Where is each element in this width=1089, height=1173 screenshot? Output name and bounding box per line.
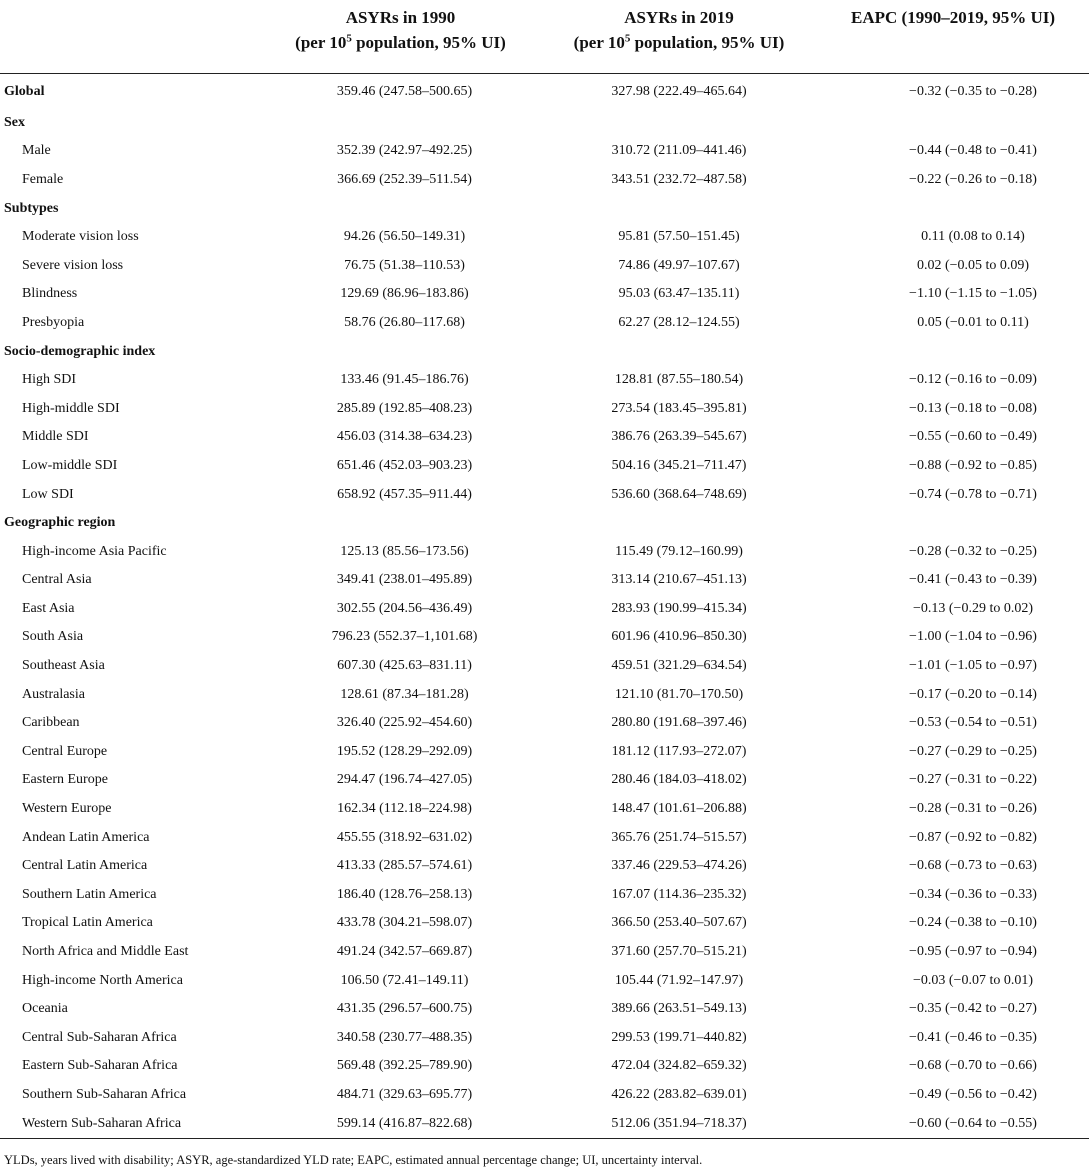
cell-eapc: −0.32 (−0.35 to −0.28) xyxy=(909,84,1037,99)
cell-eapc: −0.55 (−0.60 to −0.49) xyxy=(909,429,1037,445)
table-row xyxy=(0,480,1089,509)
cell-eapc: −0.13 (−0.29 to 0.02) xyxy=(912,600,1033,616)
cell-eapc: −0.68 (−0.70 to −0.66) xyxy=(909,1058,1037,1074)
row-label: High-middle SDI xyxy=(22,400,120,416)
cell-asyr-1990: 186.40 (128.76–258.13) xyxy=(336,886,473,902)
cell-asyr-1990: 195.52 (128.29–292.09) xyxy=(336,743,473,759)
cell-asyr-1990: 76.75 (51.38–110.53) xyxy=(344,257,465,273)
table-row xyxy=(0,623,1089,652)
cell-asyr-1990: 651.46 (452.03–903.23) xyxy=(336,457,473,473)
row-label: Andean Latin America xyxy=(22,829,150,845)
cell-eapc: −0.88 (−0.92 to −0.85) xyxy=(909,457,1037,473)
table-row xyxy=(0,738,1089,767)
cell-eapc: −0.68 (−0.73 to −0.63) xyxy=(909,858,1037,874)
row-label: Eastern Sub-Saharan Africa xyxy=(22,1058,178,1074)
cell-asyr-1990: 366.69 (252.39–511.54) xyxy=(337,171,472,187)
cell-eapc: −1.10 (−1.15 to −1.05) xyxy=(909,286,1037,302)
header-asyr-1990-line1: ASYRs in 1990 xyxy=(345,8,456,27)
row-label: Global xyxy=(4,84,45,99)
cell-asyr-2019: 371.60 (257.70–515.21) xyxy=(611,944,747,960)
table-row xyxy=(0,823,1089,852)
cell-asyr-2019: 313.14 (210.67–451.13) xyxy=(611,572,747,588)
header-asyr-1990-post: population, 95% UI) xyxy=(351,33,506,52)
cell-empty xyxy=(541,109,817,138)
group-header-row xyxy=(0,337,1089,366)
cell-asyr-2019: 128.81 (87.55–180.54) xyxy=(614,372,744,388)
cell-asyr-2019: 389.66 (263.51–549.13) xyxy=(611,1001,747,1017)
table-row xyxy=(0,595,1089,624)
cell-eapc: −0.17 (−0.20 to −0.14) xyxy=(909,686,1037,702)
table-row xyxy=(0,251,1089,280)
cell-eapc: −0.12 (−0.16 to −0.09) xyxy=(909,372,1037,388)
cell-eapc: −0.27 (−0.29 to −0.25) xyxy=(909,743,1037,759)
cell-empty xyxy=(817,109,1089,138)
row-label: Severe vision loss xyxy=(22,257,124,273)
row-label: Low-middle SDI xyxy=(22,457,118,473)
cell-eapc: −0.95 (−0.97 to −0.94) xyxy=(909,944,1037,960)
cell-asyr-1990: 129.69 (86.96–183.86) xyxy=(340,286,469,302)
cell-asyr-2019: 337.46 (229.53–474.26) xyxy=(611,858,747,874)
cell-asyr-1990: 484.71 (329.63–695.77) xyxy=(336,1086,473,1102)
cell-eapc: −0.28 (−0.32 to −0.25) xyxy=(909,543,1037,559)
table-row xyxy=(0,1109,1089,1138)
row-label: Central Asia xyxy=(22,572,92,588)
row-label: Blindness xyxy=(22,286,78,302)
cell-empty xyxy=(260,194,541,223)
cell-asyr-1990: 94.26 (56.50–149.31) xyxy=(343,229,466,245)
cell-asyr-2019: 504.16 (345.21–711.47) xyxy=(611,457,747,473)
table-header xyxy=(0,0,1089,73)
cell-asyr-1990: 359.46 (247.58–500.65) xyxy=(336,84,473,99)
cell-asyr-2019: 95.03 (63.47–135.11) xyxy=(618,286,740,302)
cell-asyr-1990: 294.47 (196.74–427.05) xyxy=(336,772,473,788)
cell-asyr-1990: 106.50 (72.41–149.11) xyxy=(340,972,469,988)
row-label: Middle SDI xyxy=(22,429,89,445)
header-asyr-2019-line1: ASYRs in 2019 xyxy=(624,8,734,27)
header-label-col xyxy=(0,0,260,73)
table-row xyxy=(0,881,1089,910)
cell-asyr-2019: 273.54 (183.45–395.81) xyxy=(611,400,747,416)
cell-asyr-2019: 386.76 (263.39–545.67) xyxy=(611,429,747,445)
cell-asyr-2019: 459.51 (321.29–634.54) xyxy=(611,658,747,674)
cell-asyr-2019: 512.06 (351.94–718.37) xyxy=(611,1115,747,1131)
table-body xyxy=(0,73,1089,1138)
cell-asyr-1990: 352.39 (242.97–492.25) xyxy=(336,143,473,159)
cell-asyr-1990: 796.23 (552.37–1,101.68) xyxy=(331,629,478,645)
cell-asyr-1990: 456.03 (314.38–634.23) xyxy=(336,429,473,445)
cell-asyr-1990: 431.35 (296.57–600.75) xyxy=(336,1001,473,1017)
row-label: Southern Latin America xyxy=(22,886,157,902)
cell-asyr-2019: 280.46 (184.03–418.02) xyxy=(611,772,747,788)
cell-empty xyxy=(260,337,541,366)
table-row xyxy=(0,709,1089,738)
cell-asyr-1990: 491.24 (342.57–669.87) xyxy=(336,944,473,960)
cell-asyr-2019: 181.12 (117.93–272.07) xyxy=(611,743,747,759)
cell-eapc: −0.34 (−0.36 to −0.33) xyxy=(909,886,1037,902)
cell-eapc: −0.87 (−0.92 to −0.82) xyxy=(909,829,1037,845)
row-label: North Africa and Middle East xyxy=(22,944,189,960)
cell-empty xyxy=(541,194,817,223)
row-label: Central Sub-Saharan Africa xyxy=(22,1029,177,1045)
cell-eapc: −0.13 (−0.18 to −0.08) xyxy=(909,400,1037,416)
table-row xyxy=(0,309,1089,338)
header-eapc xyxy=(817,0,1089,73)
cell-eapc: −1.01 (−1.05 to −0.97) xyxy=(909,658,1037,674)
table-row xyxy=(0,452,1089,481)
cell-empty xyxy=(541,509,817,538)
cell-asyr-2019: 121.10 (81.70–170.50) xyxy=(614,686,744,702)
cell-asyr-1990: 128.61 (87.34–181.28) xyxy=(340,686,469,702)
cell-asyr-2019: 343.51 (232.72–487.58) xyxy=(611,171,747,187)
group-header-row xyxy=(0,509,1089,538)
cell-asyr-1990: 413.33 (285.57–574.61) xyxy=(336,858,473,874)
cell-asyr-2019: 74.86 (49.97–107.67) xyxy=(618,257,740,273)
table-row xyxy=(0,795,1089,824)
row-label: Moderate vision loss xyxy=(22,229,139,245)
cell-asyr-2019: 280.80 (191.68–397.46) xyxy=(611,715,747,731)
cell-asyr-1990: 455.55 (318.92–631.02) xyxy=(336,829,473,845)
header-asyr-2019-post: population, 95% UI) xyxy=(630,33,785,52)
row-label: High-income Asia Pacific xyxy=(22,543,167,559)
row-label: Caribbean xyxy=(22,715,80,731)
cell-asyr-2019: 283.93 (190.99–415.34) xyxy=(611,600,747,616)
table-row xyxy=(0,280,1089,309)
table-row xyxy=(0,366,1089,395)
cell-eapc: −0.41 (−0.46 to −0.35) xyxy=(909,1029,1037,1045)
cell-empty xyxy=(260,509,541,538)
row-label: Male xyxy=(22,143,51,159)
row-label: Socio-demographic index xyxy=(4,343,156,359)
cell-asyr-2019: 366.50 (253.40–507.67) xyxy=(611,915,747,931)
table-row xyxy=(0,566,1089,595)
table-row xyxy=(0,1052,1089,1081)
row-label: East Asia xyxy=(22,600,75,616)
table-row xyxy=(0,652,1089,681)
row-label: Southern Sub-Saharan Africa xyxy=(22,1086,187,1102)
row-label: Sex xyxy=(4,114,25,130)
cell-asyr-1990: 302.55 (204.56–436.49) xyxy=(336,600,473,616)
row-label: Western Sub-Saharan Africa xyxy=(22,1115,182,1131)
cell-asyr-2019: 472.04 (324.82–659.32) xyxy=(611,1058,747,1074)
row-label: Australasia xyxy=(22,686,85,702)
table-row xyxy=(0,995,1089,1024)
cell-eapc: 0.05 (−0.01 to 0.11) xyxy=(917,314,1029,330)
cell-eapc: −0.35 (−0.42 to −0.27) xyxy=(909,1001,1037,1017)
cell-asyr-2019: 310.72 (211.09–441.46) xyxy=(611,143,747,159)
table-row xyxy=(0,166,1089,195)
header-asyr-2019 xyxy=(541,0,817,73)
table-row xyxy=(0,537,1089,566)
cell-eapc: −0.28 (−0.31 to −0.26) xyxy=(909,801,1037,817)
header-asyr-1990 xyxy=(260,0,541,73)
row-label: Presbyopia xyxy=(22,314,85,330)
row-label: Female xyxy=(22,171,64,187)
row-label: Oceania xyxy=(22,1001,68,1017)
row-label: Tropical Latin America xyxy=(22,915,153,931)
cell-eapc: −0.60 (−0.64 to −0.55) xyxy=(909,1115,1037,1131)
cell-eapc: −0.74 (−0.78 to −0.71) xyxy=(909,486,1037,502)
table-row xyxy=(0,223,1089,252)
cell-empty xyxy=(817,509,1089,538)
cell-asyr-1990: 658.92 (457.35–911.44) xyxy=(337,486,472,502)
cell-asyr-2019: 167.07 (114.36–235.32) xyxy=(611,886,747,902)
cell-asyr-2019: 105.44 (71.92–147.97) xyxy=(614,972,744,988)
cell-asyr-1990: 569.48 (392.25–789.90) xyxy=(336,1058,473,1074)
cell-empty xyxy=(817,194,1089,223)
header-asyr-2019-sup: 5 xyxy=(624,32,631,45)
table-row xyxy=(0,938,1089,967)
table-row xyxy=(0,852,1089,881)
row-label: Low SDI xyxy=(22,486,74,502)
row-label: Southeast Asia xyxy=(22,658,105,674)
table-row xyxy=(0,423,1089,452)
table-footnote: YLDs, years lived with disability; ASYR, age-standardized YLD rate; EAPC, estimated annual percentage change; UI, uncertainty interval. xyxy=(4,1153,703,1167)
row-label: High-income North America xyxy=(22,972,183,988)
cell-asyr-1990: 349.41 (238.01–495.89) xyxy=(336,572,473,588)
row-label: Geographic region xyxy=(4,515,116,531)
row-label: Western Europe xyxy=(22,801,112,817)
header-asyr-1990-pre: (per 10 xyxy=(295,33,347,52)
cell-asyr-1990: 599.14 (416.87–822.68) xyxy=(336,1115,473,1131)
table-row xyxy=(0,680,1089,709)
row-label: High SDI xyxy=(22,372,77,388)
cell-eapc: −0.53 (−0.54 to −0.51) xyxy=(909,715,1037,731)
cell-eapc: 0.02 (−0.05 to 0.09) xyxy=(916,257,1030,273)
cell-asyr-1990: 133.46 (91.45–186.76) xyxy=(340,372,469,388)
row-label: South Asia xyxy=(22,629,84,645)
cell-asyr-2019: 536.60 (368.64–748.69) xyxy=(611,486,747,502)
cell-asyr-1990: 340.58 (230.77–488.35) xyxy=(336,1029,473,1045)
table-row xyxy=(0,1081,1089,1110)
cell-asyr-2019: 327.98 (222.49–465.64) xyxy=(611,84,747,99)
cell-asyr-2019: 426.22 (283.82–639.01) xyxy=(611,1086,747,1102)
cell-empty xyxy=(260,109,541,138)
row-label: Eastern Europe xyxy=(22,772,108,788)
row-label: Central Europe xyxy=(22,743,108,759)
cell-eapc: −0.03 (−0.07 to 0.01) xyxy=(912,972,1033,988)
cell-asyr-1990: 433.78 (304.21–598.07) xyxy=(336,915,473,931)
cell-asyr-1990: 607.30 (425.63–831.11) xyxy=(337,658,472,674)
row-label: Subtypes xyxy=(4,200,59,216)
cell-eapc: −0.24 (−0.38 to −0.10) xyxy=(909,915,1037,931)
table-row xyxy=(0,966,1089,995)
table-row xyxy=(0,1024,1089,1053)
header-asyr-2019-pre: (per 10 xyxy=(573,33,625,52)
table-row xyxy=(0,909,1089,938)
cell-asyr-2019: 62.27 (28.12–124.55) xyxy=(618,314,740,330)
cell-asyr-2019: 115.49 (79.12–160.99) xyxy=(615,543,743,559)
cell-asyr-1990: 58.76 (26.80–117.68) xyxy=(344,314,465,330)
cell-asyr-1990: 285.89 (192.85–408.23) xyxy=(336,400,473,416)
cell-eapc: 0.11 (0.08 to 0.14) xyxy=(921,229,1025,245)
cell-asyr-1990: 125.13 (85.56–173.56) xyxy=(340,543,469,559)
cell-eapc: −0.44 (−0.48 to −0.41) xyxy=(909,143,1037,159)
cell-eapc: −0.27 (−0.31 to −0.22) xyxy=(909,772,1037,788)
cell-asyr-2019: 299.53 (199.71–440.82) xyxy=(611,1029,747,1045)
cell-empty xyxy=(541,337,817,366)
table-row xyxy=(0,394,1089,423)
cell-asyr-1990: 326.40 (225.92–454.60) xyxy=(336,715,473,731)
cell-asyr-2019: 365.76 (251.74–515.57) xyxy=(611,829,747,845)
cell-eapc: −1.00 (−1.04 to −0.96) xyxy=(909,629,1037,645)
cell-eapc: −0.41 (−0.43 to −0.39) xyxy=(909,572,1037,588)
group-header-row xyxy=(0,109,1089,138)
row-label: Central Latin America xyxy=(22,858,148,874)
cell-asyr-2019: 95.81 (57.50–151.45) xyxy=(618,229,740,245)
group-header-row xyxy=(0,194,1089,223)
table-row xyxy=(0,73,1089,109)
cell-eapc: −0.49 (−0.56 to −0.42) xyxy=(909,1086,1037,1102)
cell-eapc: −0.22 (−0.26 to −0.18) xyxy=(909,171,1037,187)
header-asyr-1990-sup: 5 xyxy=(346,32,352,45)
cell-asyr-2019: 601.96 (410.96–850.30) xyxy=(611,629,747,645)
table-row xyxy=(0,766,1089,795)
table-row xyxy=(0,137,1089,166)
cell-asyr-2019: 148.47 (101.61–206.88) xyxy=(611,801,747,817)
cell-empty xyxy=(817,337,1089,366)
cell-asyr-1990: 162.34 (112.18–224.98) xyxy=(337,801,472,817)
header-eapc-line1: EAPC (1990–2019, 95% UI) xyxy=(851,8,1055,27)
